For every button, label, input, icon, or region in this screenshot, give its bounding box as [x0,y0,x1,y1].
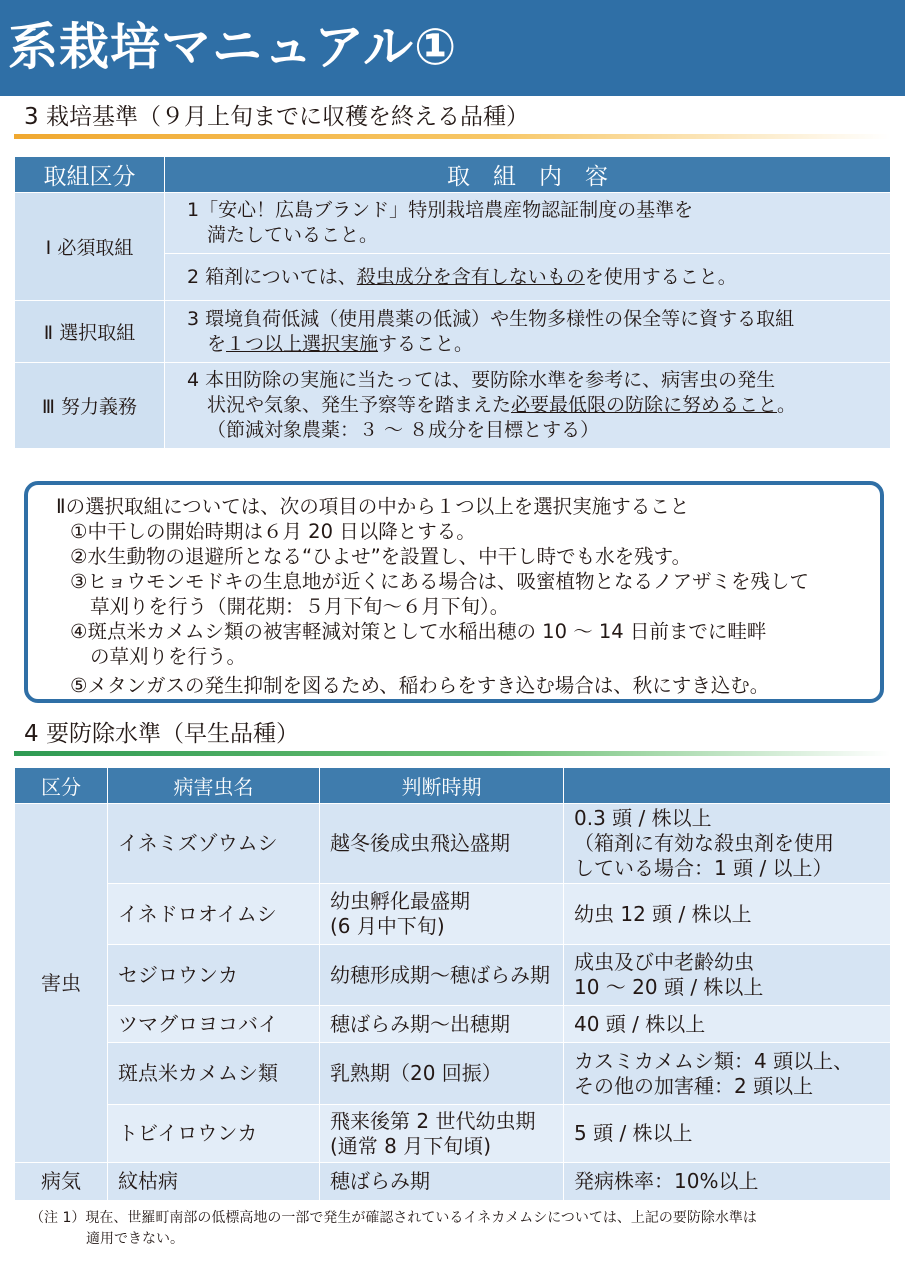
selective-item-3-pre: を [207,332,227,355]
pest-threshold-3-line1: 成虫及び中老齢幼虫 [574,950,754,974]
pest-name-1: イネミズゾウムシ [108,804,320,884]
option-5: ⑤メタンガスの発生抑制を図るため、稲わらをすき込む場合は、秋にすき込む。 [70,674,770,697]
required-item-1-line2: 満たしていること。 [207,224,379,247]
section-3-title: 3 栽培基準（９月上旬までに収穫を終える品種） [24,104,529,130]
cultivation-standard-table [14,156,891,449]
selection-options-box [24,481,884,703]
pest-timing-1 [320,804,564,884]
effort-item-4-line3: （節減対象農薬：３ ～ ８成分を目標とする） [207,419,600,441]
footnote-line1: （注 1）現在、世羅町南部の低標高地の一部で発生が確認されているイネカメムシについては、上記の要防除水準は [30,1210,757,1226]
pest-timing-3-line1: 幼穂形成期～穂ばらみ期 [330,962,550,987]
pest-timing-6-line1: 飛来後第 2 世代幼虫期 [330,1108,536,1133]
category-selective: Ⅱ 選択取組 [15,301,165,363]
effort-item-4-pre: 状況や気象、発生予察等を踏まえた [207,394,512,416]
pest-threshold-2 [564,884,891,945]
pest-name-6: トビイロウンカ [108,1105,320,1163]
section-3-rule [14,134,890,139]
pest-timing-3 [320,945,564,1006]
category-required: Ⅰ 必須取組 [15,193,165,301]
selection-intro: Ⅱの選択取組については、次の項目の中から１つ以上を選択実施すること [56,495,690,518]
pest-threshold-1-line2: （箱剤に有効な殺虫剤を使用 [574,831,834,855]
pest-timing-4-line1: 穂ばらみ期～出穂期 [330,1011,510,1036]
option-3: ③ヒョウモンモドキの生息地が近くにある場合は、吸蜜植物となるノアザミを残して [70,570,809,593]
pest-timing-1-line1: 越冬後成虫飛込盛期 [330,831,510,855]
header-threshold [564,768,891,804]
section-4-title: 4 要防除水準（早生品種） [24,721,299,747]
pest-name-5: 斑点米カメムシ類 [108,1043,320,1105]
pest-timing-2 [320,884,564,945]
selective-item-3-underline: １つ以上選択実施 [226,332,379,355]
required-item-2-end: を使用すること。 [584,265,737,288]
required-item-2-underline: 殺虫成分を含有しないもの [356,265,585,288]
pest-threshold-6-line1: 5 頭 / 株以上 [574,1121,693,1145]
pest-threshold-3-line2: 10 ～ 20 頭 / 株以上 [574,975,764,999]
option-4: ④斑点米カメムシ類の被害軽減対策として水稲出穂の 10 ～ 14 日前までに畦畔 [70,620,767,643]
disease-timing: 穂ばらみ期 [320,1163,564,1201]
pest-threshold-1-line3: している場合：1 頭 / 以上） [574,856,833,880]
required-item-2 [165,254,891,301]
selective-item-3 [165,301,891,363]
page-title: 系栽培マニュアル① [8,18,458,76]
pest-timing-4 [320,1006,564,1043]
pest-timing-2-line1: 幼虫孵化最盛期 [330,889,470,913]
header-category: 取組区分 [15,157,165,193]
footnote [30,1208,880,1250]
pest-threshold-5-line2: その他の加害種：2 頭以上 [574,1073,814,1098]
pest-timing-5-line1: 乳熟期（20 回振） [330,1061,502,1085]
division-disease: 病気 [15,1163,108,1201]
option-2: ②水生動物の退避所となる“ひよせ”を設置し、中干し時でも水を残す。 [70,545,692,568]
required-item-1-line1: 1「安心！広島ブランド」特別栽培農産物認証制度の基準を [187,199,694,222]
pest-name-2: イネドロオイムシ [108,884,320,945]
control-threshold-table [14,767,891,1201]
section-4-rule [14,751,890,756]
pest-threshold-5 [564,1043,891,1105]
required-item-2-text: 2 箱剤については、 [187,265,357,288]
pest-name-4: ツマグロヨコバイ [108,1006,320,1043]
pest-timing-6 [320,1105,564,1163]
effort-item-4 [165,363,891,449]
disease-threshold: 発病株率：10%以上 [564,1163,891,1201]
pest-threshold-2-line1: 幼虫 12 頭 / 株以上 [574,901,752,926]
selective-item-3-line1: 3 環境負荷低減（使用農薬の低減）や生物多様性の保全等に資する取組 [187,307,795,330]
disease-name: 紋枯病 [108,1163,320,1201]
header-pest-name: 病害虫名 [108,768,320,804]
option-3-cont: 草刈りを行う（開花期：５月下旬～６月下旬）。 [90,595,510,618]
option-1: ①中干しの開始時期は６月 20 日以降とする。 [70,520,476,543]
required-item-1 [165,193,891,254]
pest-timing-6-line2: (通常 8 月下旬頃) [330,1133,492,1158]
category-effort: Ⅲ 努力義務 [15,363,165,449]
pest-threshold-6 [564,1105,891,1163]
effort-item-4-underline: 必要最低限の防除に努めること [511,394,778,416]
pest-timing-5 [320,1043,564,1105]
pest-threshold-4 [564,1006,891,1043]
option-4-cont: の草刈りを行う。 [90,645,247,668]
effort-item-4-end: 。 [777,394,797,416]
effort-item-4-line1: 4 本田防除の実施に当たっては、要防除水準を参考に、病害虫の発生 [187,369,776,391]
header-content: 取 組 内 容 [165,157,891,193]
header-timing: 判断時期 [320,768,564,804]
pest-threshold-3 [564,945,891,1006]
pest-threshold-4-line1: 40 頭 / 株以上 [574,1011,706,1036]
footnote-line2: 適用できない。 [86,1231,184,1247]
page-header [0,0,905,96]
division-pests: 害虫 [15,804,108,1163]
header-division: 区分 [15,768,108,804]
pest-threshold-5-line1: カスミカメムシ類：4 頭以上、 [574,1048,854,1073]
pest-name-3: セジロウンカ [108,945,320,1006]
selective-item-3-end: すること。 [378,332,474,355]
pest-threshold-1-line1: 0.3 頭 / 株以上 [574,806,712,830]
pest-timing-2-line2: (6 月中下旬) [330,914,445,938]
pest-threshold-1 [564,804,891,884]
